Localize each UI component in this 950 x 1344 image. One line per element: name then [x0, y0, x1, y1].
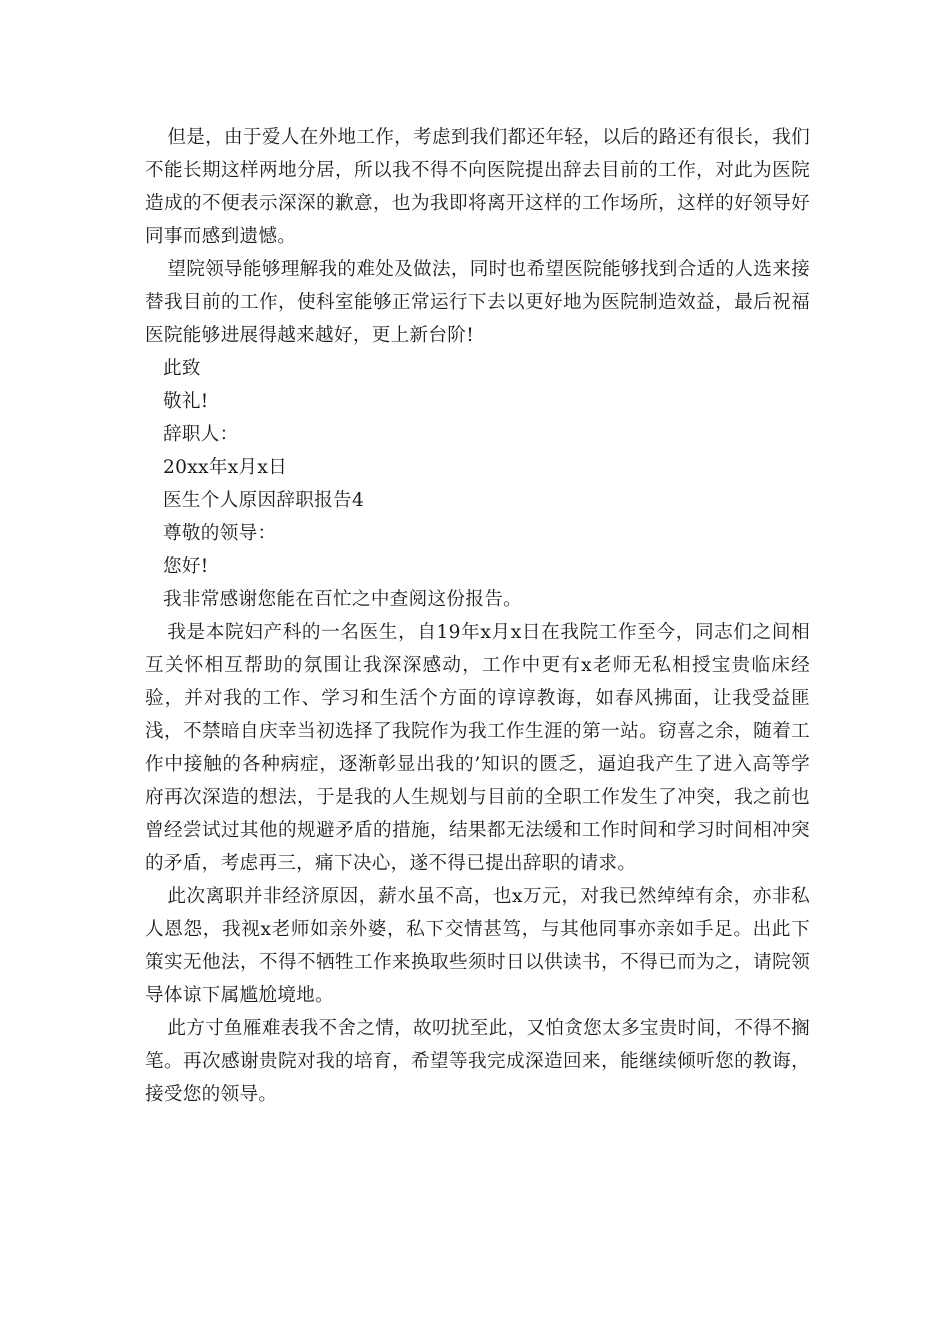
paragraph-reason: 但是，由于爱人在外地工作，考虑到我们都还年轻，以后的路还有很长，我们不能长期这样两地分居，所以我不得不向医院提出辞去目前的工作，对此为医院造成的不便表示深深的歉意，也为我即将离开这样的工作场所，这样的好领导好同事而感到遗憾。 [145, 127, 810, 247]
date-line: 20xx年x月x日 [163, 457, 288, 478]
paragraph-thanks: 我非常感谢您能在百忙之中查阅这份报告。 [163, 589, 522, 610]
paragraph-not-economic: 此次离职并非经济原因，薪水虽不高，也x万元，对我已然绰绰有余，亦非私人恩怨，我视x老师如亲外婆，私下交情甚笃，与其他同事亦亲如手足。出此下策实无他法，不得不牺牲工作来换取些须时日以供读书，不得已而为之，请院领导体谅下属尴尬境地。 [145, 886, 810, 1006]
section-title: 医生个人原因辞职报告4 [163, 490, 365, 511]
greeting-recipient: 尊敬的领导： [163, 523, 277, 544]
signature-label: 辞职人： [163, 424, 239, 445]
greeting-hello: 您好! [163, 556, 209, 577]
paragraph-farewell: 此方寸鱼雁难表我不舍之情，故叨扰至此，又怕贪您太多宝贵时间，不得不搁笔。再次感谢贵院对我的培育，希望等我完成深造回来，能继续倾听您的教诲，接受您的领导。 [145, 1018, 810, 1105]
paragraph-background: 我是本院妇产科的一名医生，自19年x月x日在我院工作至今，同志们之间相互关怀相互帮助的氛围让我深深感动，工作中更有x老师无私相授宝贵临床经验，并对我的工作、学习和生活个方面的谆谆教诲，如春风拂面，让我受益匪浅，不禁暗自庆幸当初选择了我院作为我工作生涯的第一站。窃喜之余，随着工作中接触的各种病症，逐渐彰显出我的’知识的匮乏，逼迫我产生了进入高等学府再次深造的想法，于是我的人生规划与目前的全职工作发生了冲突，我之前也曾经尝试过其他的规避矛盾的措施，结果都无法缓和工作时间和学习时间相冲突的矛盾，考虑再三，痛下决心，遂不得已提出辞职的请求。 [145, 622, 810, 874]
document-body [145, 121, 810, 1111]
paragraph-hope: 望院领导能够理解我的难处及做法，同时也希望医院能够找到合适的人选来接替我目前的工作，使科室能够正常运行下去以更好地为医院制造效益，最后祝福医院能够进展得越来越好，更上新台阶! [145, 259, 810, 346]
closing-line: 此致 [163, 358, 201, 379]
salutation-closing: 敬礼! [163, 391, 209, 412]
